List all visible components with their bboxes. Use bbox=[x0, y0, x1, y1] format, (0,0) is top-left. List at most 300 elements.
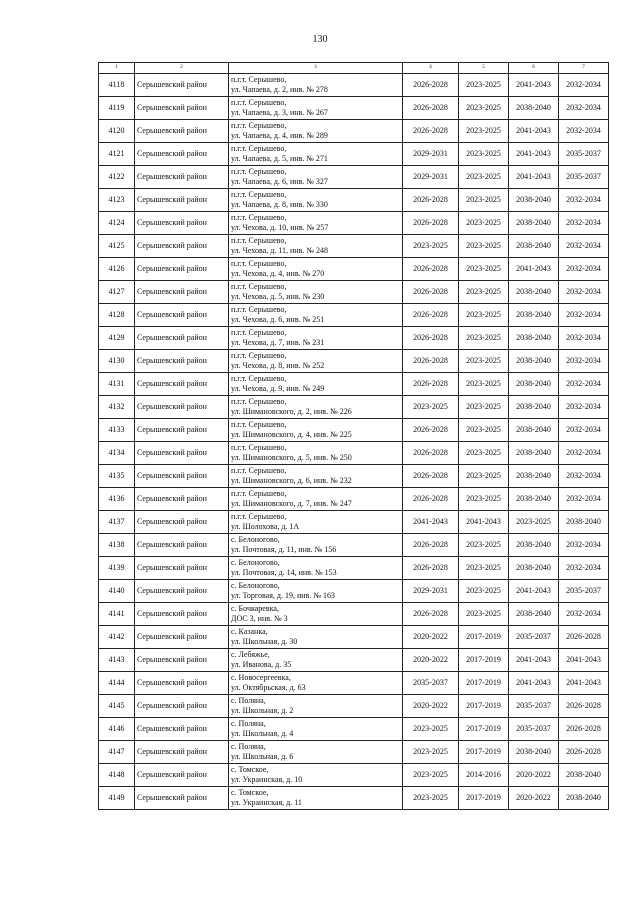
table-row bbox=[99, 419, 609, 442]
years-col5: 2017-2019 bbox=[459, 741, 509, 764]
address-line-street: ул. Чехова, д. 10, инв. № 257 bbox=[231, 223, 329, 232]
table-row bbox=[99, 580, 609, 603]
years-col4: 2026-2028 bbox=[403, 465, 459, 488]
row-number: 4125 bbox=[99, 235, 135, 258]
years-col6: 2041-2043 bbox=[509, 143, 559, 166]
address-cell bbox=[229, 718, 403, 741]
table-row bbox=[99, 511, 609, 534]
table-row bbox=[99, 695, 609, 718]
years-col5: 2023-2025 bbox=[459, 396, 509, 419]
table-row bbox=[99, 212, 609, 235]
row-number: 4129 bbox=[99, 327, 135, 350]
address-line-settlement: с. Поляна, bbox=[231, 719, 266, 728]
years-col6: 2038-2040 bbox=[509, 281, 559, 304]
years-col7: 2041-2043 bbox=[559, 672, 609, 695]
years-col5: 2041-2043 bbox=[459, 511, 509, 534]
years-col6: 2041-2043 bbox=[509, 580, 559, 603]
years-col7: 2032-2034 bbox=[559, 327, 609, 350]
years-col4: 2020-2022 bbox=[403, 649, 459, 672]
table-row bbox=[99, 258, 609, 281]
years-col6: 2038-2040 bbox=[509, 442, 559, 465]
years-col5: 2023-2025 bbox=[459, 373, 509, 396]
address-line-street: ул. Шимановского, д. 5, инв. № 250 bbox=[231, 453, 352, 462]
data-table bbox=[98, 62, 609, 810]
years-col5: 2023-2025 bbox=[459, 97, 509, 120]
district-cell: Серышевский район bbox=[135, 695, 229, 718]
address-cell bbox=[229, 74, 403, 97]
address-line-street: ул. Чапаева, д. 4, инв. № 289 bbox=[231, 131, 328, 140]
table-row bbox=[99, 603, 609, 626]
years-col6: 2038-2040 bbox=[509, 488, 559, 511]
address-line-street: ул. Школьная, д. 2 bbox=[231, 706, 294, 715]
address-line-settlement: п.г.т. Серышево, bbox=[231, 98, 287, 107]
address-line-settlement: п.г.т. Серышево, bbox=[231, 75, 287, 84]
years-col4: 2035-2037 bbox=[403, 672, 459, 695]
district-cell: Серышевский район bbox=[135, 189, 229, 212]
years-col4: 2023-2025 bbox=[403, 787, 459, 810]
row-number: 4145 bbox=[99, 695, 135, 718]
years-col7: 2032-2034 bbox=[559, 465, 609, 488]
address-line-settlement: п.г.т. Серышево, bbox=[231, 443, 287, 452]
address-cell bbox=[229, 419, 403, 442]
district-cell: Серышевский район bbox=[135, 304, 229, 327]
row-number: 4135 bbox=[99, 465, 135, 488]
table-row bbox=[99, 764, 609, 787]
address-line-street: ул. Иванова, д. 35 bbox=[231, 660, 292, 669]
years-col7: 2032-2034 bbox=[559, 534, 609, 557]
district-cell: Серышевский район bbox=[135, 258, 229, 281]
years-col4: 2023-2025 bbox=[403, 764, 459, 787]
address-cell bbox=[229, 396, 403, 419]
row-number: 4143 bbox=[99, 649, 135, 672]
address-line-street: ул. Чехова, д. 8, инв. № 252 bbox=[231, 361, 325, 370]
address-line-settlement: п.г.т. Серышево, bbox=[231, 305, 287, 314]
address-cell bbox=[229, 373, 403, 396]
years-col6: 2041-2043 bbox=[509, 649, 559, 672]
years-col6: 2038-2040 bbox=[509, 465, 559, 488]
table-row bbox=[99, 281, 609, 304]
address-line-settlement: п.г.т. Серышево, bbox=[231, 420, 287, 429]
years-col7: 2032-2034 bbox=[559, 97, 609, 120]
years-col4: 2026-2028 bbox=[403, 327, 459, 350]
row-number: 4149 bbox=[99, 787, 135, 810]
address-line-settlement: с. Лебяжье, bbox=[231, 650, 270, 659]
table-row bbox=[99, 488, 609, 511]
district-cell: Серышевский район bbox=[135, 166, 229, 189]
years-col4: 2026-2028 bbox=[403, 212, 459, 235]
district-cell: Серышевский район bbox=[135, 534, 229, 557]
years-col5: 2023-2025 bbox=[459, 166, 509, 189]
row-number: 4127 bbox=[99, 281, 135, 304]
years-col5: 2014-2016 bbox=[459, 764, 509, 787]
years-col4: 2023-2025 bbox=[403, 235, 459, 258]
years-col6: 2038-2040 bbox=[509, 396, 559, 419]
table-row bbox=[99, 396, 609, 419]
years-col4: 2029-2031 bbox=[403, 580, 459, 603]
address-cell bbox=[229, 741, 403, 764]
address-cell bbox=[229, 235, 403, 258]
address-cell bbox=[229, 649, 403, 672]
district-cell: Серышевский район bbox=[135, 396, 229, 419]
district-cell: Серышевский район bbox=[135, 603, 229, 626]
address-line-street: ул. Чапаева, д. 6, инв. № 327 bbox=[231, 177, 328, 186]
address-line-settlement: п.г.т. Серышево, bbox=[231, 236, 287, 245]
table-body bbox=[99, 74, 609, 810]
years-col6: 2038-2040 bbox=[509, 350, 559, 373]
address-line-settlement: п.г.т. Серышево, bbox=[231, 512, 287, 521]
address-line-street: ул. Шолохова, д. 1А bbox=[231, 522, 300, 531]
address-line-street: ул. Чехова, д. 11, инв. № 248 bbox=[231, 246, 328, 255]
column-number: 7 bbox=[559, 63, 609, 74]
years-col7: 2026-2028 bbox=[559, 718, 609, 741]
years-col5: 2023-2025 bbox=[459, 281, 509, 304]
row-number: 4136 bbox=[99, 488, 135, 511]
address-line-street: ул. Шимановского, д. 2, инв. № 226 bbox=[231, 407, 352, 416]
years-col6: 2038-2040 bbox=[509, 534, 559, 557]
years-col4: 2020-2022 bbox=[403, 695, 459, 718]
district-cell: Серышевский район bbox=[135, 442, 229, 465]
row-number: 4141 bbox=[99, 603, 135, 626]
address-cell bbox=[229, 557, 403, 580]
years-col4: 2026-2028 bbox=[403, 419, 459, 442]
years-col6: 2038-2040 bbox=[509, 557, 559, 580]
years-col6: 2041-2043 bbox=[509, 672, 559, 695]
years-col4: 2026-2028 bbox=[403, 534, 459, 557]
years-col6: 2041-2043 bbox=[509, 166, 559, 189]
address-line-settlement: с. Поляна, bbox=[231, 696, 266, 705]
years-col6: 2038-2040 bbox=[509, 212, 559, 235]
address-line-street: ул. Почтовая, д. 11, инв. № 156 bbox=[231, 545, 337, 554]
address-line-street: ул. Шимановского, д. 6, инв. № 232 bbox=[231, 476, 352, 485]
address-line-settlement: с. Казанка, bbox=[231, 627, 268, 636]
column-number: 6 bbox=[509, 63, 559, 74]
address-cell bbox=[229, 764, 403, 787]
district-cell: Серышевский район bbox=[135, 626, 229, 649]
address-line-settlement: п.г.т. Серышево, bbox=[231, 351, 287, 360]
district-cell: Серышевский район bbox=[135, 672, 229, 695]
district-cell: Серышевский район bbox=[135, 74, 229, 97]
years-col6: 2038-2040 bbox=[509, 741, 559, 764]
row-number: 4124 bbox=[99, 212, 135, 235]
years-col4: 2023-2025 bbox=[403, 741, 459, 764]
years-col4: 2026-2028 bbox=[403, 304, 459, 327]
years-col4: 2020-2022 bbox=[403, 626, 459, 649]
address-cell bbox=[229, 603, 403, 626]
address-cell bbox=[229, 350, 403, 373]
years-col5: 2023-2025 bbox=[459, 488, 509, 511]
years-col5: 2023-2025 bbox=[459, 304, 509, 327]
years-col4: 2026-2028 bbox=[403, 373, 459, 396]
years-col7: 2035-2037 bbox=[559, 580, 609, 603]
years-col7: 2038-2040 bbox=[559, 787, 609, 810]
table-row bbox=[99, 718, 609, 741]
table-row bbox=[99, 626, 609, 649]
years-col6: 2038-2040 bbox=[509, 603, 559, 626]
row-number: 4128 bbox=[99, 304, 135, 327]
years-col6: 2035-2037 bbox=[509, 718, 559, 741]
address-cell bbox=[229, 442, 403, 465]
years-col7: 2032-2034 bbox=[559, 488, 609, 511]
district-cell: Серышевский район bbox=[135, 327, 229, 350]
years-col5: 2023-2025 bbox=[459, 419, 509, 442]
column-number-row bbox=[99, 63, 609, 74]
district-cell: Серышевский район bbox=[135, 580, 229, 603]
row-number: 4148 bbox=[99, 764, 135, 787]
table-row bbox=[99, 304, 609, 327]
row-number: 4121 bbox=[99, 143, 135, 166]
table-row bbox=[99, 74, 609, 97]
table-row bbox=[99, 787, 609, 810]
district-cell: Серышевский район bbox=[135, 97, 229, 120]
address-cell bbox=[229, 626, 403, 649]
years-col5: 2023-2025 bbox=[459, 557, 509, 580]
page-number: 130 bbox=[312, 34, 328, 45]
district-cell: Серышевский район bbox=[135, 465, 229, 488]
address-cell bbox=[229, 695, 403, 718]
table-row bbox=[99, 741, 609, 764]
years-col4: 2023-2025 bbox=[403, 396, 459, 419]
table-row bbox=[99, 649, 609, 672]
years-col4: 2029-2031 bbox=[403, 166, 459, 189]
address-cell bbox=[229, 488, 403, 511]
district-cell: Серышевский район bbox=[135, 350, 229, 373]
district-cell: Серышевский район bbox=[135, 488, 229, 511]
row-number: 4146 bbox=[99, 718, 135, 741]
years-col7: 2032-2034 bbox=[559, 350, 609, 373]
column-number: 5 bbox=[459, 63, 509, 74]
row-number: 4133 bbox=[99, 419, 135, 442]
years-col5: 2017-2019 bbox=[459, 787, 509, 810]
address-line-street: ул. Школьная, д. 6 bbox=[231, 752, 294, 761]
years-col6: 2035-2037 bbox=[509, 626, 559, 649]
row-number: 4120 bbox=[99, 120, 135, 143]
table-row bbox=[99, 350, 609, 373]
table-row bbox=[99, 442, 609, 465]
address-line-street: ул. Шимановского, д. 7, инв. № 247 bbox=[231, 499, 352, 508]
years-col5: 2023-2025 bbox=[459, 580, 509, 603]
years-col6: 2038-2040 bbox=[509, 419, 559, 442]
address-cell bbox=[229, 258, 403, 281]
years-col5: 2017-2019 bbox=[459, 695, 509, 718]
table-row bbox=[99, 143, 609, 166]
years-col7: 2026-2028 bbox=[559, 695, 609, 718]
years-col4: 2026-2028 bbox=[403, 189, 459, 212]
row-number: 4134 bbox=[99, 442, 135, 465]
years-col6: 2038-2040 bbox=[509, 235, 559, 258]
table-row bbox=[99, 672, 609, 695]
row-number: 4132 bbox=[99, 396, 135, 419]
address-line-settlement: с. Поляна, bbox=[231, 742, 266, 751]
row-number: 4131 bbox=[99, 373, 135, 396]
district-cell: Серышевский район bbox=[135, 419, 229, 442]
years-col7: 2032-2034 bbox=[559, 189, 609, 212]
row-number: 4142 bbox=[99, 626, 135, 649]
address-line-street: ДОС 3, инв. № 3 bbox=[231, 614, 288, 623]
address-line-settlement: п.г.т. Серышево, bbox=[231, 328, 287, 337]
address-line-street: ул. Чехова, д. 9, инв. № 249 bbox=[231, 384, 325, 393]
years-col6: 2041-2043 bbox=[509, 120, 559, 143]
years-col6: 2038-2040 bbox=[509, 189, 559, 212]
district-cell: Серышевский район bbox=[135, 120, 229, 143]
address-line-street: ул. Чехова, д. 5, инв. № 230 bbox=[231, 292, 325, 301]
table-row bbox=[99, 97, 609, 120]
address-line-street: ул. Чехова, д. 7, инв. № 231 bbox=[231, 338, 325, 347]
years-col7: 2032-2034 bbox=[559, 74, 609, 97]
table-row bbox=[99, 235, 609, 258]
column-number: 2 bbox=[135, 63, 229, 74]
years-col7: 2032-2034 bbox=[559, 281, 609, 304]
district-cell: Серышевский район bbox=[135, 741, 229, 764]
address-line-street: ул. Чапаева, д. 8, инв. № 330 bbox=[231, 200, 328, 209]
column-number: 4 bbox=[403, 63, 459, 74]
years-col6: 2038-2040 bbox=[509, 97, 559, 120]
district-cell: Серышевский район bbox=[135, 511, 229, 534]
address-line-street: ул. Почтовая, д. 14, инв. № 153 bbox=[231, 568, 337, 577]
address-line-street: ул. Октябрьская, д. 63 bbox=[231, 683, 306, 692]
table-row bbox=[99, 465, 609, 488]
address-line-street: ул. Чапаева, д. 2, инв. № 278 bbox=[231, 85, 328, 94]
years-col7: 2032-2034 bbox=[559, 419, 609, 442]
address-cell bbox=[229, 534, 403, 557]
address-line-settlement: п.г.т. Серышево, bbox=[231, 144, 287, 153]
years-col5: 2023-2025 bbox=[459, 442, 509, 465]
address-cell bbox=[229, 304, 403, 327]
years-col5: 2023-2025 bbox=[459, 350, 509, 373]
years-col4: 2023-2025 bbox=[403, 718, 459, 741]
years-col7: 2032-2034 bbox=[559, 258, 609, 281]
years-col4: 2026-2028 bbox=[403, 350, 459, 373]
years-col5: 2023-2025 bbox=[459, 258, 509, 281]
row-number: 4140 bbox=[99, 580, 135, 603]
years-col7: 2032-2034 bbox=[559, 373, 609, 396]
row-number: 4126 bbox=[99, 258, 135, 281]
address-line-street: ул. Чапаева, д. 5, инв. № 271 bbox=[231, 154, 328, 163]
row-number: 4139 bbox=[99, 557, 135, 580]
address-line-street: ул. Украинская, д. 11 bbox=[231, 798, 302, 807]
years-col5: 2017-2019 bbox=[459, 649, 509, 672]
table-row bbox=[99, 534, 609, 557]
address-line-street: ул. Школьная, д. 30 bbox=[231, 637, 298, 646]
district-cell: Серышевский район bbox=[135, 649, 229, 672]
district-cell: Серышевский район bbox=[135, 281, 229, 304]
years-col4: 2026-2028 bbox=[403, 97, 459, 120]
address-line-settlement: п.г.т. Серышево, bbox=[231, 489, 287, 498]
years-col7: 2032-2034 bbox=[559, 396, 609, 419]
address-line-street: ул. Чехова, д. 4, инв. № 270 bbox=[231, 269, 325, 278]
row-number: 4130 bbox=[99, 350, 135, 373]
years-col5: 2017-2019 bbox=[459, 626, 509, 649]
years-col4: 2026-2028 bbox=[403, 557, 459, 580]
years-col5: 2023-2025 bbox=[459, 534, 509, 557]
years-col6: 2038-2040 bbox=[509, 373, 559, 396]
years-col7: 2032-2034 bbox=[559, 212, 609, 235]
years-col4: 2026-2028 bbox=[403, 603, 459, 626]
address-line-settlement: с. Томское, bbox=[231, 788, 269, 797]
address-cell bbox=[229, 97, 403, 120]
row-number: 4119 bbox=[99, 97, 135, 120]
row-number: 4138 bbox=[99, 534, 135, 557]
address-cell bbox=[229, 143, 403, 166]
district-cell: Серышевский район bbox=[135, 557, 229, 580]
address-cell bbox=[229, 212, 403, 235]
address-cell bbox=[229, 511, 403, 534]
district-cell: Серышевский район bbox=[135, 764, 229, 787]
table-row bbox=[99, 557, 609, 580]
address-line-settlement: п.г.т. Серышево, bbox=[231, 374, 287, 383]
address-line-settlement: с. Бочкаревка, bbox=[231, 604, 279, 613]
address-line-street: ул. Украинская, д. 10 bbox=[231, 775, 303, 784]
address-line-street: ул. Школьная, д. 4 bbox=[231, 729, 294, 738]
table-row bbox=[99, 120, 609, 143]
district-cell: Серышевский район bbox=[135, 212, 229, 235]
district-cell: Серышевский район bbox=[135, 373, 229, 396]
district-cell: Серышевский район bbox=[135, 143, 229, 166]
years-col4: 2026-2028 bbox=[403, 74, 459, 97]
years-col4: 2026-2028 bbox=[403, 281, 459, 304]
address-line-settlement: п.г.т. Серышево, bbox=[231, 213, 287, 222]
address-cell bbox=[229, 580, 403, 603]
address-line-settlement: с. Томское, bbox=[231, 765, 269, 774]
years-col6: 2038-2040 bbox=[509, 327, 559, 350]
years-col6: 2020-2022 bbox=[509, 764, 559, 787]
years-col7: 2038-2040 bbox=[559, 511, 609, 534]
years-col7: 2032-2034 bbox=[559, 603, 609, 626]
years-col7: 2026-2028 bbox=[559, 626, 609, 649]
address-line-settlement: с. Белоногово, bbox=[231, 558, 280, 567]
years-col6: 2041-2043 bbox=[509, 258, 559, 281]
years-col4: 2041-2043 bbox=[403, 511, 459, 534]
years-col7: 2026-2028 bbox=[559, 741, 609, 764]
row-number: 4118 bbox=[99, 74, 135, 97]
address-cell bbox=[229, 327, 403, 350]
years-col5: 2023-2025 bbox=[459, 74, 509, 97]
table-row bbox=[99, 373, 609, 396]
years-col5: 2023-2025 bbox=[459, 120, 509, 143]
address-line-street: ул. Чапаева, д. 3, инв. № 267 bbox=[231, 108, 328, 117]
years-col7: 2032-2034 bbox=[559, 304, 609, 327]
years-col5: 2023-2025 bbox=[459, 212, 509, 235]
address-line-settlement: п.г.т. Серышево, bbox=[231, 121, 287, 130]
address-line-settlement: п.г.т. Серышево, bbox=[231, 190, 287, 199]
years-col6: 2041-2043 bbox=[509, 74, 559, 97]
years-col6: 2020-2022 bbox=[509, 787, 559, 810]
years-col5: 2023-2025 bbox=[459, 465, 509, 488]
years-col4: 2029-2031 bbox=[403, 143, 459, 166]
district-cell: Серышевский район bbox=[135, 235, 229, 258]
years-col5: 2023-2025 bbox=[459, 235, 509, 258]
address-line-settlement: п.г.т. Серышево, bbox=[231, 466, 287, 475]
years-col7: 2035-2037 bbox=[559, 143, 609, 166]
column-number: 3 bbox=[229, 63, 403, 74]
address-line-settlement: с. Белоногово, bbox=[231, 535, 280, 544]
years-col7: 2041-2043 bbox=[559, 649, 609, 672]
years-col5: 2017-2019 bbox=[459, 672, 509, 695]
address-cell bbox=[229, 787, 403, 810]
years-col4: 2026-2028 bbox=[403, 120, 459, 143]
years-col6: 2035-2037 bbox=[509, 695, 559, 718]
years-col7: 2032-2034 bbox=[559, 235, 609, 258]
address-line-settlement: п.г.т. Серышево, bbox=[231, 282, 287, 291]
address-cell bbox=[229, 166, 403, 189]
years-col5: 2017-2019 bbox=[459, 718, 509, 741]
address-line-settlement: п.г.т. Серышево, bbox=[231, 259, 287, 268]
address-cell bbox=[229, 465, 403, 488]
row-number: 4123 bbox=[99, 189, 135, 212]
address-cell bbox=[229, 672, 403, 695]
address-line-street: ул. Шимановского, д. 4, инв. № 225 bbox=[231, 430, 352, 439]
years-col4: 2026-2028 bbox=[403, 442, 459, 465]
address-line-street: ул. Чехова, д. 6, инв. № 251 bbox=[231, 315, 325, 324]
